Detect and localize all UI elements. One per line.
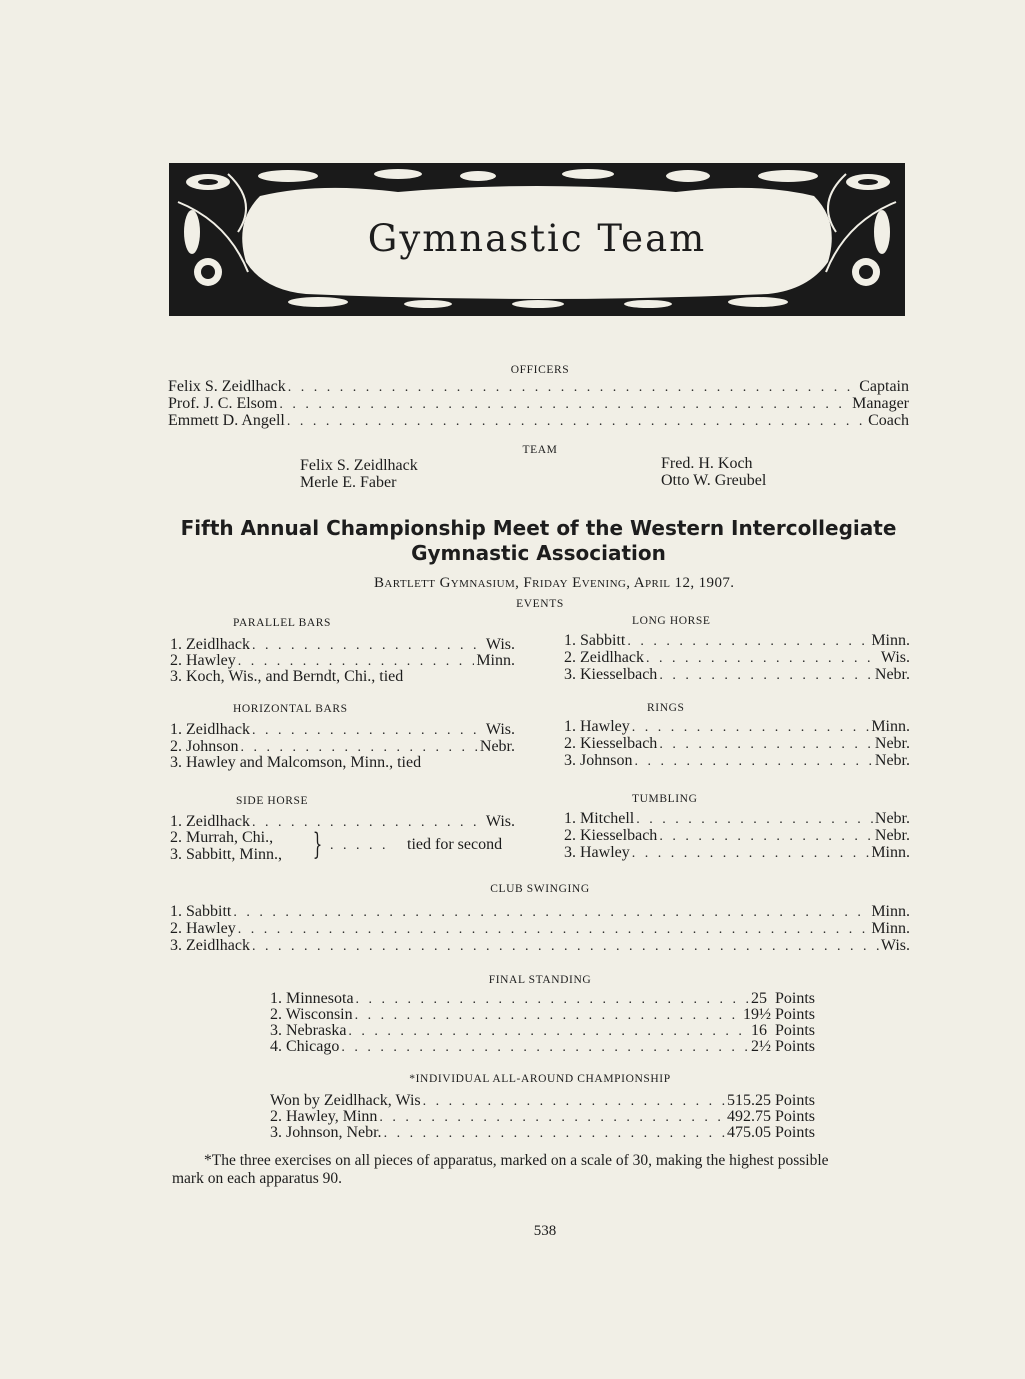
result-school: Nebr. <box>874 752 910 769</box>
result-school: Wis. <box>485 721 515 738</box>
officer-role: Captain <box>859 378 909 395</box>
result-row <box>564 666 910 684</box>
tie-dots: . . . . . <box>330 838 389 853</box>
officer-row <box>168 395 909 413</box>
result-row <box>564 827 910 845</box>
result-row <box>170 903 910 921</box>
page-number: 538 <box>533 1223 557 1239</box>
result-tie-name: 3. Sabbitt, Minn., <box>170 846 283 863</box>
result-place: 2. Hawley <box>170 920 236 937</box>
result-place: 2. Zeidlhack <box>564 649 644 666</box>
all-around-name: Won by Zeidlhack, Wis <box>270 1092 421 1109</box>
tie-note: tied for second <box>407 836 503 853</box>
result-school: Wis. <box>485 813 515 830</box>
result-row <box>170 721 515 739</box>
officer-name: Felix S. Zeidlhack <box>168 378 286 395</box>
meet-title-line2: Gymnastic Association <box>411 541 666 565</box>
result-place: 2. Kiesselbach <box>564 735 658 752</box>
result-row <box>564 810 910 828</box>
result-place: 1. Sabbitt <box>564 632 626 649</box>
title-banner <box>168 162 906 317</box>
standing-team: 4. Chicago <box>270 1038 340 1055</box>
result-place: 1. Mitchell <box>564 810 635 827</box>
result-school: Minn. <box>871 920 910 937</box>
result-place: 1. Hawley <box>564 718 630 735</box>
standing-team: 1. Minnesota <box>270 990 354 1007</box>
result-row <box>564 735 910 753</box>
officer-name: Emmett D. Angell <box>168 412 285 429</box>
result-row <box>564 632 910 650</box>
all-around-points: 492.75 Points <box>726 1108 815 1125</box>
team-heading: TEAM <box>522 444 558 456</box>
all-around-heading: *INDIVIDUAL ALL-AROUND CHAMPIONSHIP <box>409 1073 671 1085</box>
result-row <box>564 649 910 667</box>
result-school: Wis. <box>880 937 910 954</box>
result-row <box>170 937 910 955</box>
standing-points: 19½ Points <box>742 1006 815 1023</box>
result-school: Minn. <box>871 903 910 920</box>
standing-team: 2. Wisconsin <box>270 1006 353 1023</box>
result-place: 1. Sabbitt <box>170 903 232 920</box>
team-member: Fred. H. Koch <box>661 455 753 472</box>
all-around-name: 2. Hawley, Minn <box>270 1108 378 1125</box>
result-place: 3. Zeidlhack <box>170 937 250 954</box>
all-around-points: 515.25 Points <box>726 1092 815 1109</box>
officer-role: Coach <box>868 412 909 429</box>
standing-team: 3. Nebraska <box>270 1022 347 1039</box>
event-heading: HORIZONTAL BARS <box>233 703 348 715</box>
result-row <box>564 718 910 736</box>
result-place: 3. Johnson <box>564 752 633 769</box>
footnote <box>172 1152 917 1188</box>
result-place: 2. Johnson <box>170 738 239 755</box>
page-title: Gymnastic Team <box>367 217 707 260</box>
meet-location: Bartlett Gymnasium, Friday Evening, April 12, 1907. <box>374 575 735 591</box>
result-school: Minn. <box>476 652 515 669</box>
result-row-tie: 3. Hawley and Malcomson, Minn., tied <box>170 754 422 771</box>
result-place: 2. Kiesselbach <box>564 827 658 844</box>
all-around-name: 3. Johnson, Nebr. <box>270 1124 382 1141</box>
events-heading: EVENTS <box>516 598 564 610</box>
officer-row <box>168 378 909 396</box>
event-heading: LONG HORSE <box>632 615 711 627</box>
tie-brace: } <box>312 827 323 862</box>
team-member: Merle E. Faber <box>300 474 397 491</box>
final-standing-heading: FINAL STANDING <box>488 974 592 986</box>
result-place: 1. Zeidlhack <box>170 636 250 653</box>
result-tie-name: 2. Murrah, Chi., <box>170 829 274 846</box>
event-heading: CLUB SWINGING <box>490 883 590 895</box>
event-heading: SIDE HORSE <box>236 795 309 807</box>
all-around-row <box>270 1124 815 1142</box>
event-heading: TUMBLING <box>632 793 698 805</box>
standing-points: 25 Points <box>750 990 815 1007</box>
footnote-line1: *The three exercises on all pieces of apparatus, marked on a scale of 30, making the highest possible <box>204 1152 829 1169</box>
event-heading: RINGS <box>647 702 685 714</box>
result-row <box>564 844 910 862</box>
standing-points: 16 Points <box>750 1022 815 1039</box>
officer-role: Manager <box>852 395 909 412</box>
result-school: Nebr. <box>479 738 515 755</box>
result-school: Minn. <box>871 718 910 735</box>
officer-row <box>168 412 909 430</box>
meet-title <box>168 516 909 566</box>
event-heading: PARALLEL BARS <box>233 617 332 629</box>
result-school: Nebr. <box>874 827 910 844</box>
result-row <box>564 752 910 770</box>
officers-heading: OFFICERS <box>510 364 570 376</box>
result-place: 1. Zeidlhack <box>170 813 250 830</box>
result-school: Wis. <box>880 649 910 666</box>
result-row-tie: 3. Koch, Wis., and Berndt, Chi., tied <box>170 668 404 685</box>
result-school: Wis. <box>485 636 515 653</box>
footnote-line2: mark on each apparatus 90. <box>172 1170 343 1187</box>
result-row <box>170 920 910 938</box>
team-member: Felix S. Zeidlhack <box>300 457 418 474</box>
result-school: Nebr. <box>874 666 910 683</box>
officer-name: Prof. J. C. Elsom <box>168 395 278 412</box>
result-place: 2. Hawley <box>170 652 236 669</box>
result-school: Nebr. <box>874 810 910 827</box>
result-school: Nebr. <box>874 735 910 752</box>
standing-points: 2½ Points <box>750 1038 815 1055</box>
result-school: Minn. <box>871 632 910 649</box>
standing-row <box>270 1038 815 1056</box>
result-place: 3. Hawley <box>564 844 630 861</box>
result-place: 1. Zeidlhack <box>170 721 250 738</box>
team-member: Otto W. Greubel <box>661 472 767 489</box>
all-around-points: 475.05 Points <box>726 1124 815 1141</box>
result-place: 3. Kiesselbach <box>564 666 658 683</box>
meet-title-line1: Fifth Annual Championship Meet of the Western Intercollegiate <box>180 516 897 540</box>
result-school: Minn. <box>871 844 910 861</box>
